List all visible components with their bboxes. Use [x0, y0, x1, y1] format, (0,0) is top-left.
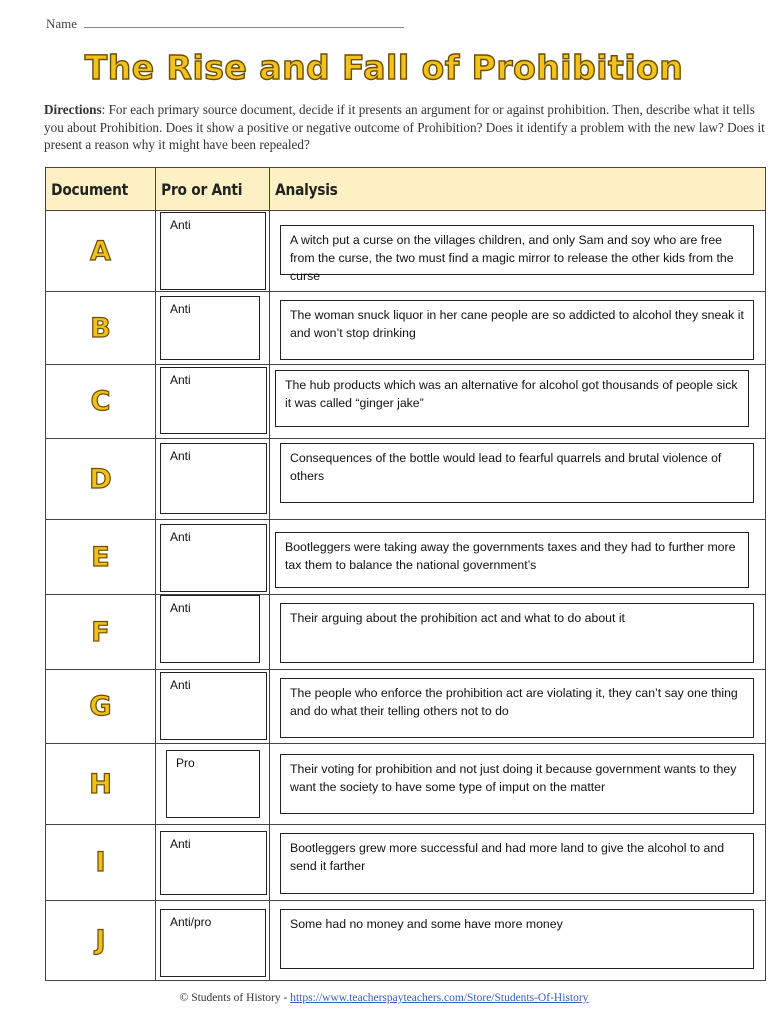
name-label: Name	[46, 16, 78, 31]
stance-field[interactable]: Anti	[160, 443, 267, 514]
header-document: Document	[46, 168, 156, 211]
document-letter: E	[46, 520, 156, 595]
document-letter: B	[46, 292, 156, 365]
worksheet-table	[45, 167, 766, 981]
stance-cell	[156, 825, 270, 901]
table-row	[46, 292, 766, 365]
stance-field[interactable]: Pro	[166, 750, 260, 818]
table-row	[46, 211, 766, 292]
name-line	[46, 16, 404, 32]
analysis-cell	[270, 825, 766, 901]
table-row	[46, 744, 766, 825]
directions-text: : For each primary source document, decide if it presents an argument for or against prohibition. Then, describe what it tells you about Prohibition. Does it show a positive or negative outcome of Prohibition? Does it identify a problem with the new law? Does it present a reason why it might have been repealed?	[44, 102, 765, 152]
analysis-cell	[270, 211, 766, 292]
analysis-field[interactable]: Consequences of the bottle would lead to fearful quarrels and brutal violence of others	[280, 443, 754, 503]
analysis-cell	[270, 292, 766, 365]
page-title: The Rise and Fall of Prohibition	[84, 48, 684, 87]
document-letter: J	[46, 901, 156, 981]
stance-field[interactable]: Anti	[160, 296, 260, 360]
stance-cell	[156, 365, 270, 439]
header-analysis: Analysis	[270, 168, 766, 211]
table-row	[46, 670, 766, 744]
analysis-field[interactable]: The woman snuck liquor in her cane people are so addicted to alcohol they sneak it and won’t stop drinking	[280, 300, 754, 360]
document-letter: I	[46, 825, 156, 901]
stance-field[interactable]: Anti	[160, 524, 267, 592]
stance-field[interactable]: Anti	[160, 367, 267, 434]
analysis-cell	[270, 670, 766, 744]
document-letter: F	[46, 595, 156, 670]
stance-field[interactable]: Anti/pro	[160, 909, 266, 977]
analysis-cell	[270, 520, 766, 595]
analysis-field[interactable]: Some had no money and some have more money	[280, 909, 754, 969]
analysis-field[interactable]: Bootleggers were taking away the governments taxes and they had to further more tax them to balance the national government’s	[275, 532, 749, 588]
stance-field[interactable]: Anti	[160, 212, 266, 290]
footer-link[interactable]: https://www.teacherspayteachers.com/Store/Students-Of-History	[290, 992, 589, 1004]
document-letter: C	[46, 365, 156, 439]
table-row	[46, 825, 766, 901]
stance-cell	[156, 520, 270, 595]
stance-field[interactable]: Anti	[160, 672, 267, 740]
analysis-cell	[270, 365, 766, 439]
analysis-field[interactable]: The people who enforce the prohibition act are violating it, they can’t say one thing and do what their telling others not to do	[280, 678, 754, 738]
analysis-field[interactable]: Bootleggers grew more successful and had more land to give the alcohol to and send it farther	[280, 833, 754, 894]
stance-cell	[156, 670, 270, 744]
name-blank[interactable]	[84, 17, 404, 28]
table-row	[46, 595, 766, 670]
header-row	[46, 168, 766, 211]
document-letter: A	[46, 211, 156, 292]
stance-field[interactable]: Anti	[160, 595, 260, 663]
analysis-field[interactable]: Their arguing about the prohibition act and what to do about it	[280, 603, 754, 663]
analysis-cell	[270, 595, 766, 670]
analysis-field[interactable]: The hub products which was an alternative for alcohol got thousands of people sick it was called “ginger jake”	[275, 370, 749, 427]
analysis-field[interactable]: A witch put a curse on the villages children, and only Sam and soy who are free from the curse, the two must find a magic mirror to release the other kids from the curse	[280, 225, 754, 275]
directions	[44, 101, 766, 154]
document-letter: H	[46, 744, 156, 825]
table-row	[46, 901, 766, 981]
stance-cell	[156, 439, 270, 520]
stance-cell	[156, 292, 270, 365]
table-row	[46, 439, 766, 520]
stance-cell	[156, 595, 270, 670]
stance-field[interactable]: Anti	[160, 831, 267, 895]
table-row	[46, 520, 766, 595]
header-pro-or-anti: Pro or Anti	[156, 168, 270, 211]
analysis-cell	[270, 744, 766, 825]
footer	[0, 992, 768, 1004]
directions-label: Directions	[44, 102, 102, 117]
document-letter: D	[46, 439, 156, 520]
footer-copyright: © Students of History -	[179, 992, 291, 1004]
analysis-cell	[270, 439, 766, 520]
analysis-cell	[270, 901, 766, 981]
document-letter: G	[46, 670, 156, 744]
stance-cell	[156, 901, 270, 981]
analysis-field[interactable]: Their voting for prohibition and not just doing it because government wants to they want the society to have some type of imput on the matter	[280, 754, 754, 814]
stance-cell	[156, 744, 270, 825]
table-row	[46, 365, 766, 439]
stance-cell	[156, 211, 270, 292]
